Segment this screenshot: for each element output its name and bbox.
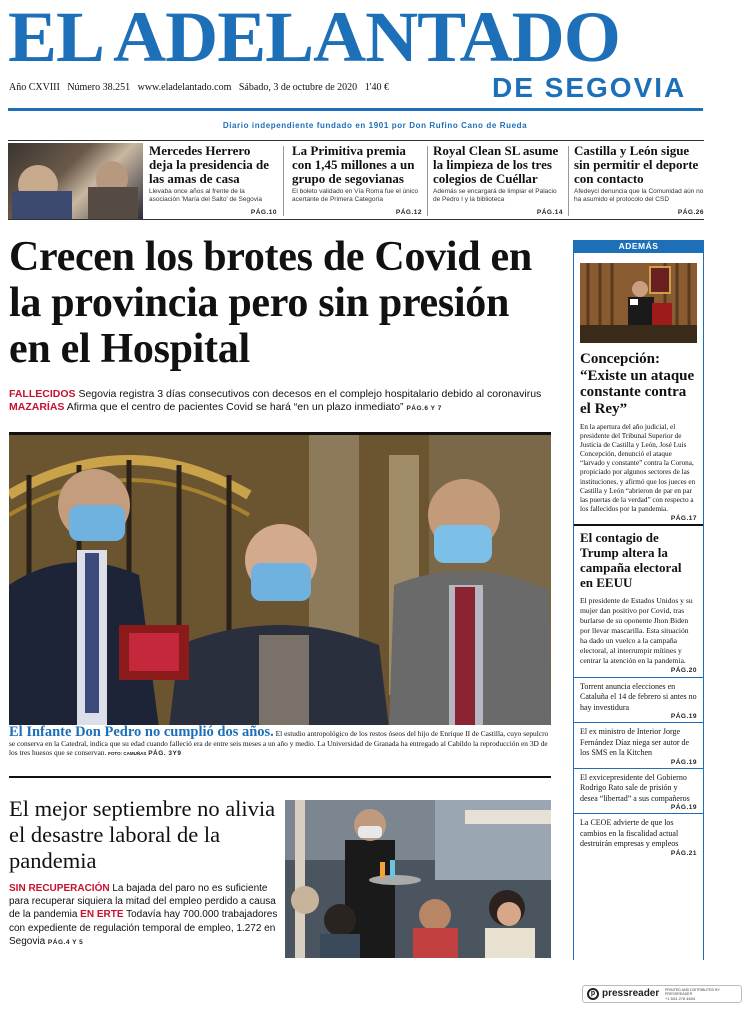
sidebar-story-2-headline[interactable]: El contagio de Trump altera la campaña electoral en EEUU	[580, 529, 682, 590]
lead-label-fallecidos: FALLECIDOS	[9, 388, 76, 400]
sidebar	[573, 240, 704, 960]
brief-page: PÁG.19	[670, 758, 697, 766]
newspaper-subtitle: DE SEGOVIA	[492, 72, 687, 103]
lead-text-1: Segovia registra 3 días consecutivos con decesos en el complejo hospitalario debido al coronavirus	[78, 388, 542, 400]
sidebar-story-1-page: PÁG.17	[670, 514, 697, 522]
lead-text-2: Afirma que el centro de pacientes Covid se hará “en un plazo inmediato”	[66, 401, 404, 413]
top-story-summary: Afedeyci denuncia que la Comunidad aún no ha asumido el protocolo del CSD	[574, 188, 704, 203]
issue-info	[9, 82, 389, 93]
brief-text: El ex ministro de Interior Jorge Fernández Díaz niega ser autor de los SMS en la Kitchen	[580, 727, 690, 758]
brief-page: PÁG.19	[670, 713, 697, 721]
newspaper-title: EL ADELANTADO	[8, 0, 620, 77]
bottom-lead-text-1: La bajada del paro no es suficiente para recuperar siquiera la mitad del empleo perdido a causa de la pandemia	[9, 883, 276, 921]
terrace-photo-illustration	[285, 800, 551, 958]
issue-date: Sábado, 3 de octubre de 2020	[238, 82, 358, 93]
top-story-summary: El boleto validado en Vía Roma fue el único acertante de Primera Categoría	[292, 188, 419, 203]
brief-text: Torrent anuncia elecciones en Cataluña el 14 de febrero si antes no hay investidura	[580, 681, 697, 712]
brief-page: PÁG.21	[670, 849, 697, 857]
photo-caption-title[interactable]: El Infante Don Pedro no cumplió dos años.	[9, 724, 274, 740]
top-story-page: PÁG.10	[250, 209, 277, 216]
top-story-3[interactable]	[433, 144, 563, 219]
brief-item[interactable]	[574, 677, 703, 723]
sidebar-story-2-page: PÁG.20	[670, 666, 697, 674]
top-story-summary: Además se encargará de limpiar el Palacio de Pedro I y la biblioteca	[433, 188, 557, 203]
pressreader-icon: p	[587, 988, 599, 1000]
top-story-page: PÁG.14	[536, 209, 563, 216]
top-story-2[interactable]	[292, 144, 422, 219]
bottom-lead-text-2: Todavía hay 700.000 trabajadores con expediente de regulación temporal de empleo, 1.272 en Segovia	[9, 909, 278, 947]
bottom-story-page: PÁG.4 Y 5	[47, 938, 84, 946]
photo-caption	[9, 724, 551, 759]
pressreader-badge[interactable]	[582, 985, 742, 1003]
lead-label-mazarias: MAZARÍAS	[9, 401, 65, 413]
top-story-headline: Royal Clean SL asume la limpieza de los tres colegios de Cuéllar	[433, 143, 559, 186]
sidebar-header: ADEMÁS	[574, 240, 703, 253]
brief-page: PÁG.19	[670, 804, 697, 812]
main-headline[interactable]: Crecen los brotes de Covid en la provincia pero sin presión en el Hospital	[9, 234, 532, 372]
sidebar-story-1-text: En la apertura del año judicial, el presidente del Tribunal Superior de Justicia de Castilla y León, José Luis Concepción, denunció el ataque “larvado y constante” contra la Corona, propiciado por algunos sectores de las instituciones, y afirmó que los jueces en Castilla y León “abrieron de par en par las puertas de la verdad” con respecto a los fallecidos por la pandemia.	[580, 423, 696, 513]
bottom-headline: El mejor septiembre no alivia el desastre laboral de la pandemia	[9, 796, 276, 873]
top-story-divider	[568, 146, 569, 216]
top-story-divider	[283, 146, 284, 216]
issue-number: Número 38.251	[67, 82, 131, 93]
lead-label-en-erte: EN ERTE	[80, 909, 124, 921]
top-story-page: PÁG.26	[677, 209, 704, 216]
lead-label-sin-recuperacion: SIN RECUPERACIÓN	[9, 883, 110, 894]
sidebar-story-1-headline[interactable]: Concepción: “Existe un ataque constante contra el Rey”	[580, 351, 695, 417]
tagline: Diario independiente fundado en 1901 por Don Rufino Cano de Rueda	[222, 121, 528, 130]
masthead	[0, 0, 750, 135]
top-story-divider	[427, 146, 428, 216]
masthead-rule	[8, 108, 703, 111]
section-rule	[9, 776, 551, 778]
pressreader-small: PRINTED AND DISTRIBUTED BY PRESSREADER	[665, 988, 720, 997]
top-story-1[interactable]	[149, 144, 277, 219]
brief-item[interactable]	[574, 768, 703, 814]
sidebar-rule	[574, 524, 703, 526]
ceremony-photo-illustration	[9, 435, 551, 725]
top-story-summary: Llevaba once años al frente de la asociación 'María del Salto' de Segovia	[149, 188, 263, 203]
bottom-story-lead	[9, 882, 279, 949]
main-story-lead	[9, 388, 557, 415]
top-story-page: PÁG.12	[395, 209, 422, 216]
judge-photo-illustration	[580, 263, 697, 343]
top-story-photo	[8, 143, 143, 219]
sidebar-photo	[580, 263, 697, 343]
brief-item[interactable]	[574, 722, 703, 768]
top-story-headline: Mercedes Herrero deja la presidencia de las amas de casa	[149, 143, 270, 186]
issue-year: Año CXVIII	[9, 82, 60, 93]
top-story-headline: La Primitiva premia con 1,45 millones a un grupo de segovianas	[292, 143, 415, 186]
brief-text: El exvicepresidente del Gobierno Rodrigo Rato sale de prisión y desea “libertad” a sus compañeros	[580, 772, 690, 803]
pressreader-brand: pressreader	[602, 988, 660, 999]
brief-text: La CEOE advierte de que los cambios en la fiscalidad actual destruirán empresas y empleos	[580, 818, 679, 849]
bottom-story[interactable]	[9, 796, 279, 949]
top-story-headline: Castilla y León sigue sin permitir el deporte con contacto	[574, 143, 699, 186]
brief-item[interactable]	[574, 813, 703, 859]
photo-caption-text: El estudio antropológico de los restos óseos del hijo de Enrique II de Castilla, cuyo sepulcro se conserva en la Catedral, indica que su edad cuando falleció era de entre seis meses a un año y medio. La Universidad de Granada ha entregado al Cabildo la reproducción en 3D de los tres huesos que se conservan.	[9, 729, 549, 758]
photo-credit: FOTO: CAMUÑAS	[108, 751, 147, 757]
pressreader-tel: +1 604 278 4604	[665, 996, 696, 1001]
top-story-4[interactable]	[574, 144, 704, 219]
price: 1'40 €	[364, 82, 389, 93]
main-photo	[9, 432, 551, 725]
sidebar-story-2-text: El presidente de Estados Unidos y su mujer dan positivo por Covid, tras burlarse de su oponente Jhon Biden por llevar mascarilla. Esta situación ha dado un vuelco a la campaña electoral, al interrumpir mítines y centrar la atención en la pandemia.	[580, 595, 693, 665]
main-story-page: PÁG.6 Y 7	[406, 405, 442, 412]
photo-story-page: PÁG. 3Y9	[148, 750, 182, 758]
website[interactable]: www.eladelantado.com	[137, 82, 232, 93]
bottom-photo	[285, 800, 551, 958]
